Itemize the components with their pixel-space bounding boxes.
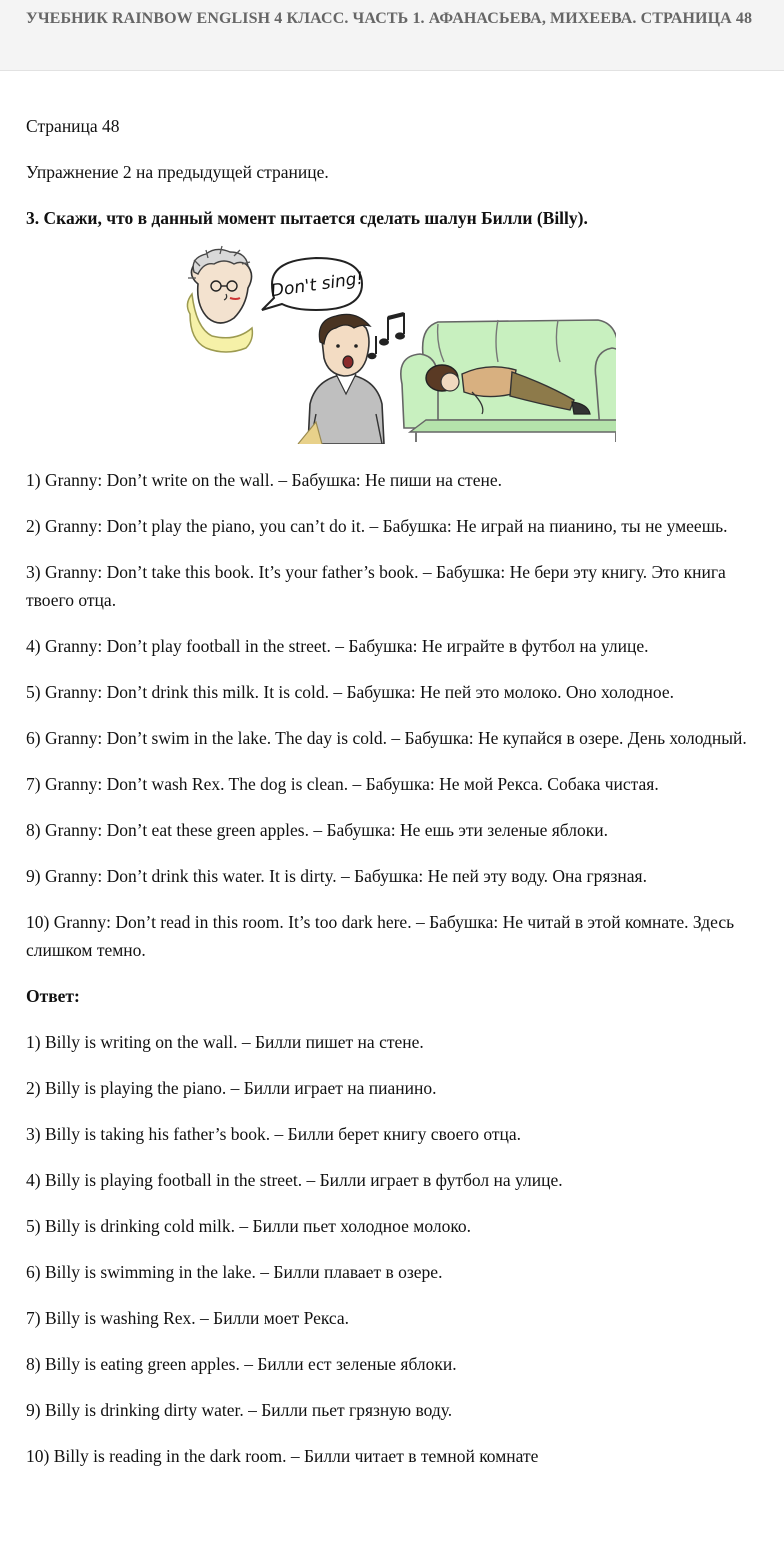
speech-bubble-text: Don't sing! bbox=[269, 268, 365, 302]
exercise-illustration bbox=[176, 244, 616, 444]
boy-figure bbox=[298, 314, 384, 444]
answer-list bbox=[26, 1028, 761, 1470]
list-item: 9) Granny: Don’t drink this water. It is dirty. – Бабушка: Не пей эту воду. Она грязная. bbox=[26, 866, 647, 886]
list-item: 5) Granny: Don’t drink this milk. It is cold. – Бабушка: Не пей это молоко. Оно холодное. bbox=[26, 682, 674, 702]
page-title: УЧЕБНИК RAINBOW ENGLISH 4 КЛАСС. ЧАСТЬ 1. АФАНАСЬЕВА, МИХЕЕВА. СТРАНИЦА 48 bbox=[26, 10, 753, 27]
list-item: 1) Granny: Don’t write on the wall. – Бабушка: Не пиши на стене. bbox=[26, 470, 502, 490]
list-item: 6) Granny: Don’t swim in the lake. The day is cold. – Бабушка: Не купайся в озере. День холодный. bbox=[26, 728, 747, 748]
list-item: 4) Granny: Don’t play football in the street. – Бабушка: Не играйте в футбол на улице. bbox=[26, 636, 649, 656]
page-header bbox=[0, 0, 784, 71]
granny-figure bbox=[187, 246, 252, 352]
speech-bubble bbox=[262, 258, 365, 310]
page-label: Страница 48 bbox=[26, 116, 120, 136]
list-item: 6) Billy is swimming in the lake. – Билли плавает в озере. bbox=[26, 1262, 443, 1282]
music-notes-icon bbox=[368, 314, 406, 359]
list-item: 2) Granny: Don’t play the piano, you can’t do it. – Бабушка: Не играй на пианино, ты не умеешь. bbox=[26, 516, 728, 536]
sentence-list bbox=[26, 466, 761, 964]
list-item: 1) Billy is writing on the wall. – Билли пишет на стене. bbox=[26, 1032, 424, 1052]
list-item: 3) Granny: Don’t take this book. It’s your father’s book. – Бабушка: Не бери эту книгу. Это книга твоего отца. bbox=[26, 562, 726, 610]
list-item: 4) Billy is playing football in the street. – Билли играет в футбол на улице. bbox=[26, 1170, 563, 1190]
list-item: 3) Billy is taking his father’s book. – Билли берет книгу своего отца. bbox=[26, 1124, 521, 1144]
exercise-note: Упражнение 2 на предыдущей странице. bbox=[26, 162, 329, 182]
list-item: 8) Billy is eating green apples. – Билли ест зеленые яблоки. bbox=[26, 1354, 457, 1374]
list-item: 9) Billy is drinking dirty water. – Билли пьет грязную воду. bbox=[26, 1400, 453, 1420]
answer-label: Ответ: bbox=[26, 986, 80, 1006]
list-item: 10) Billy is reading in the dark room. – Билли читает в темной комнате bbox=[26, 1446, 539, 1466]
list-item: 7) Billy is washing Rex. – Билли моет Рекса. bbox=[26, 1308, 350, 1328]
list-item: 2) Billy is playing the piano. – Билли играет на пианино. bbox=[26, 1078, 437, 1098]
list-item: 5) Billy is drinking cold milk. – Билли пьет холодное молоко. bbox=[26, 1216, 472, 1236]
article-content bbox=[26, 112, 761, 1488]
list-item: 7) Granny: Don’t wash Rex. The dog is clean. – Бабушка: Не мой Рекса. Собака чистая. bbox=[26, 774, 659, 794]
list-item: 10) Granny: Don’t read in this room. It’s too dark here. – Бабушка: Не читай в этой комнате. Здесь слишком темно. bbox=[26, 912, 735, 960]
list-item: 8) Granny: Don’t eat these green apples. – Бабушка: Не ешь эти зеленые яблоки. bbox=[26, 820, 608, 840]
task-heading: 3. Скажи, что в данный момент пытается сделать шалун Билли (Billy). bbox=[26, 208, 588, 228]
